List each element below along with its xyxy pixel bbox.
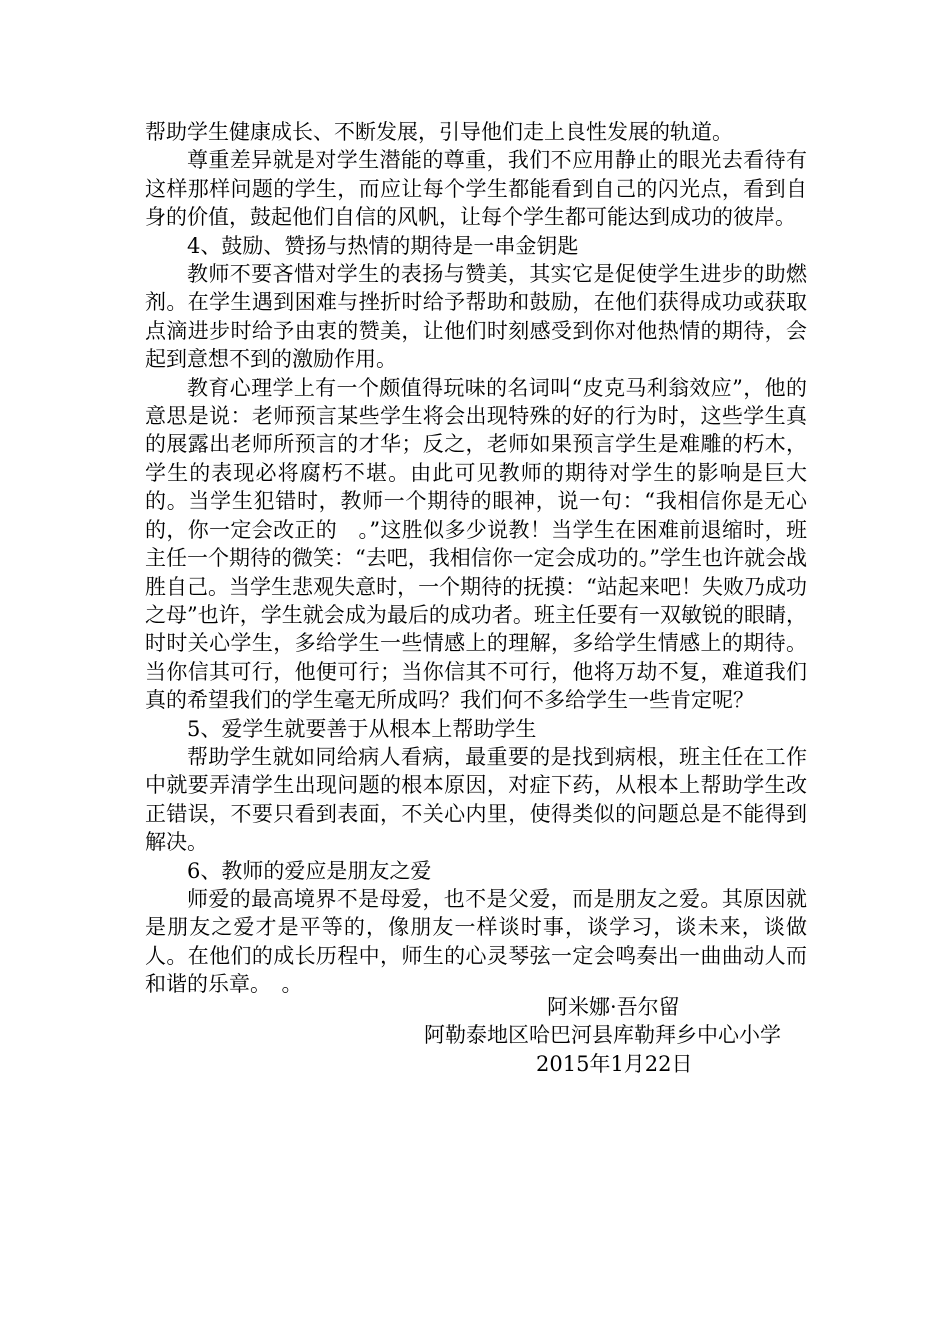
paragraph: 尊重差异就是对学生潜能的尊重，我们不应用静止的眼光去看待有这样那样问题的学生，而应让每个学生都能看到自己的闪光点，看到自身的价值，鼓起他们自信的风帆，让每个学生都可能达到成功的彼岸。 bbox=[145, 148, 807, 230]
paragraph: 帮助学生就如同给病人看病，最重要的是找到病根，班主任在工作中就要弄清学生出现问题的根本原因，对症下药，从根本上帮助学生改正错误，不要只看到表面，不关心内里，使得类似的问题总是不能得到解决。 bbox=[145, 744, 807, 855]
paragraph: 教育心理学上有一个颇值得玩味的名词叫“皮克马利翁效应”，他的意思是说：老师预言某些学生将会出现特殊的好的行为时，这些学生真的展露出老师所预言的才华；反之，老师如果预言学生是难雕的朽木，学生的表现必将腐朽不堪。由此可见教师的期待对学生的影响是巨大的。当学生犯错时，教师一个期待的眼神，说一句：“我相信你是无心的，你一定会改正的 。”这胜似多少说教！当学生在困难前退缩时，班主任一个期待的微笑：“去吧，我相信你一定会成功的。”学生也许就会战胜自己。当学生悲观失意时，一个期待的抚摸：“站起来吧！失败乃成功之母”也许，学生就会成为最后的成功者。班主任要有一双敏锐的眼睛，时时关心学生，多给学生一些情感上的理解，多给学生情感上的期待。当你信其可行，他便可行；当你信其不可行，他将万劫不复，难道我们真的希望我们的学生毫无所成吗？我们何不多给学生一些肯定呢？ bbox=[145, 375, 807, 713]
signature-block bbox=[420, 993, 820, 1078]
paragraph: 师爱的最高境界不是母爱，也不是父爱，而是朋友之爱。其原因就是朋友之爱才是平等的，像朋友一样谈时事，谈学习，谈未来，谈做人。在他们的成长历程中，师生的心灵琴弦一定会鸣奏出一曲曲动人而和谐的乐章。 。 bbox=[145, 886, 807, 997]
paragraph: 教师不要吝惜对学生的表扬与赞美，其实它是促使学生进步的助燃剂。在学生遇到困难与挫折时给予帮助和鼓励，在他们获得成功或获取点滴进步时给予由衷的赞美，让他们时刻感受到你对他热情的期待，会起到意想不到的激励作用。 bbox=[145, 262, 807, 372]
section-heading-6: 6、教师的爱应是朋友之爱 bbox=[187, 858, 432, 883]
signature-date: 2015年1月22日 bbox=[536, 1051, 693, 1076]
signature-author: 阿米娜·吾尔留 bbox=[547, 995, 680, 1019]
section-heading-5: 5、爱学生就要善于从根本上帮助学生 bbox=[187, 716, 537, 741]
paragraph: 帮助学生健康成长、不断发展，引导他们走上良性发展的轨道。 bbox=[145, 120, 733, 144]
section-heading-4: 4、鼓励、赞扬与热情的期待是一串金钥匙 bbox=[187, 233, 579, 258]
document-body bbox=[145, 118, 807, 999]
signature-organization: 阿勒泰地区哈巴河县库勒拜乡中心小学 bbox=[424, 1023, 781, 1048]
